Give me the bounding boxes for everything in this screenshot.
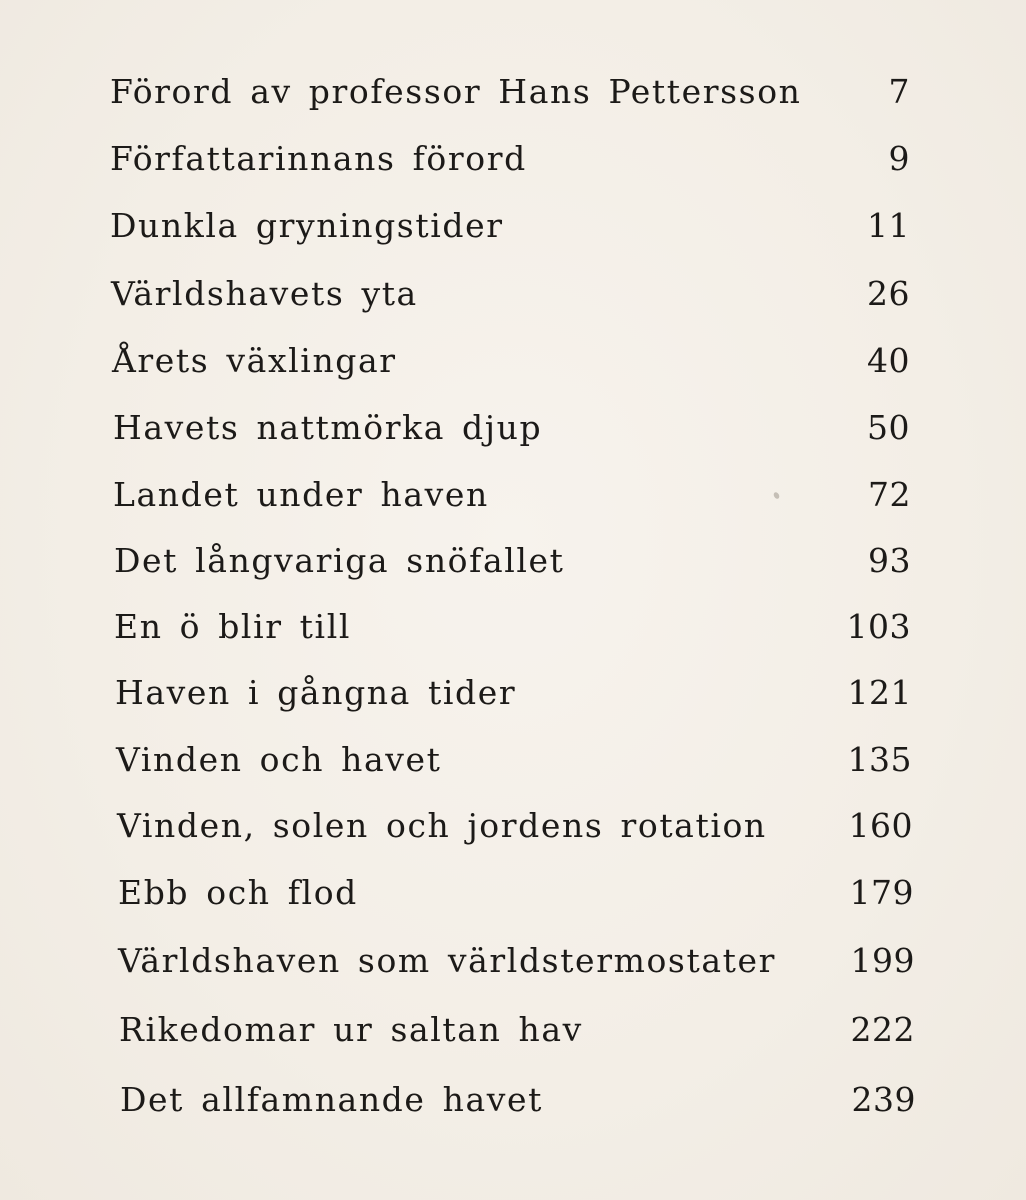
toc-entry-page-number: 160	[848, 806, 913, 845]
toc-entry	[112, 339, 910, 383]
toc-entry-page-number: 135	[847, 740, 912, 779]
toc-entry-page-number: 7	[888, 72, 910, 111]
toc-entry-title: Förord av professor Hans Pettersson	[110, 72, 802, 111]
toc-entry-page-number: 93	[868, 541, 911, 580]
toc-entry	[118, 871, 914, 915]
toc-entry-page-number: 26	[867, 274, 910, 313]
toc-entry	[115, 671, 912, 715]
toc-entry-page-number: 11	[867, 206, 910, 245]
toc-entry-title: Dunkla gryningstider	[110, 206, 504, 245]
toc-entry	[110, 137, 910, 181]
toc-entry-page-number: 40	[867, 341, 910, 380]
toc-entry-title: Rikedomar ur saltan hav	[119, 1010, 583, 1049]
toc-entry-title: Världshavets yta	[111, 274, 418, 313]
toc-entry-page-number: 179	[849, 873, 914, 912]
toc-entry-page-number: 72	[868, 475, 911, 514]
toc-entry	[113, 473, 911, 517]
toc-entry	[118, 939, 915, 983]
toc-entry-title: Vinden och havet	[116, 740, 442, 779]
toc-entry	[110, 70, 910, 114]
toc-entry-title: Haven i gångna tider	[115, 673, 517, 712]
toc-entry-title: Det allfamnande havet	[120, 1080, 543, 1119]
toc-entry	[116, 738, 912, 782]
toc-entry-page-number: 50	[867, 408, 910, 447]
toc-entry-page-number: 239	[851, 1080, 916, 1119]
toc-entry	[114, 539, 911, 583]
toc-entry-page-number: 9	[888, 139, 910, 178]
toc-entry-page-number: 222	[850, 1010, 915, 1049]
toc-entry	[117, 804, 913, 848]
toc-entry	[114, 605, 911, 649]
toc-entry-page-number: 199	[850, 941, 915, 980]
toc-entry-title: Det långvariga snöfallet	[114, 541, 565, 580]
toc-entry	[120, 1078, 916, 1122]
toc-entry-title: En ö blir till	[114, 607, 352, 646]
toc-entry-title: Författarinnans förord	[110, 139, 527, 178]
toc-entry-page-number: 103	[846, 607, 911, 646]
toc-entry-page-number: 121	[847, 673, 912, 712]
toc-entry	[113, 406, 910, 450]
toc-entry-title: Vinden, solen och jordens rotation	[117, 806, 767, 845]
toc-entry	[119, 1008, 915, 1052]
toc-entry	[110, 204, 910, 248]
toc-entry-title: Havets nattmörka djup	[113, 408, 543, 447]
toc-entry-title: Ebb och flod	[118, 873, 358, 912]
toc-entry-title: Årets växlingar	[112, 341, 397, 380]
toc-entry	[111, 272, 910, 316]
toc-entry-title: Världshaven som världstermostater	[118, 941, 776, 980]
toc-entry-title: Landet under haven	[113, 475, 489, 514]
